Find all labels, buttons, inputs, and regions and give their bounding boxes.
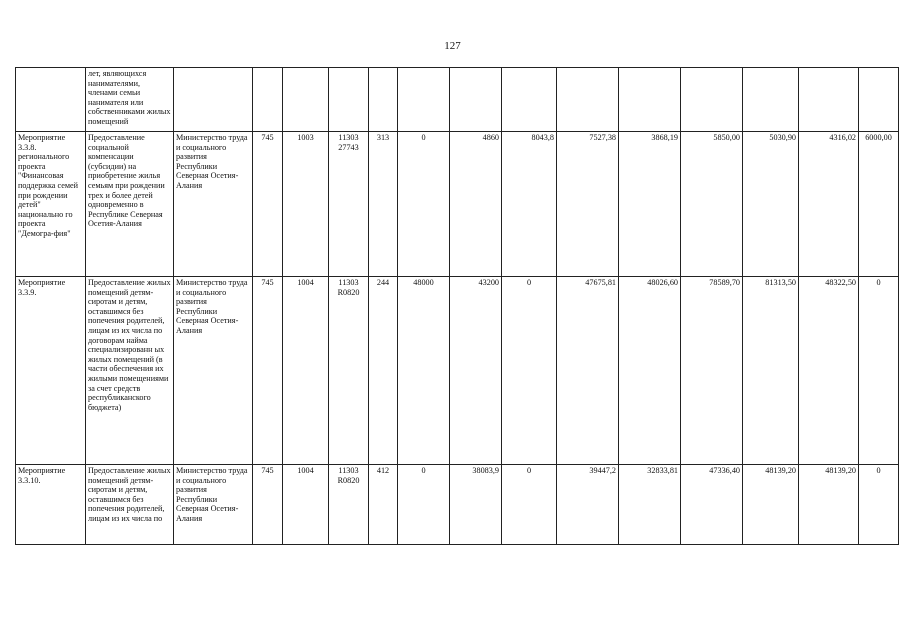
value-cell: 0: [398, 465, 450, 545]
code-grbs: 745: [253, 132, 283, 277]
value-cell: 78589,70: [681, 277, 743, 465]
budget-table: [15, 67, 899, 545]
measure-description: Предоставление жилых помещений детям-сиротам и детям, оставшимся без попечения родителей, лицам из их числа по договорам найма специализированн ых жилых помещений (в части обеспечения их жилыми помещениями за счет средств республиканского бюджета): [86, 277, 174, 465]
code-vr: 244: [369, 277, 398, 465]
value-cell: 48322,50: [799, 277, 859, 465]
code-csr: 11303 27743: [329, 132, 369, 277]
table-row: [16, 465, 899, 545]
value-cell: 48139,20: [799, 465, 859, 545]
value-cell: [859, 68, 899, 132]
value-cell: [799, 68, 859, 132]
code-rzpr: 1004: [283, 277, 329, 465]
value-cell: 0: [502, 277, 557, 465]
value-cell: 0: [859, 465, 899, 545]
value-cell: [398, 68, 450, 132]
code-rzpr: [283, 68, 329, 132]
code-rzpr: 1004: [283, 465, 329, 545]
value-cell: 4316,02: [799, 132, 859, 277]
code-csr: [329, 68, 369, 132]
value-cell: 38083,9: [450, 465, 502, 545]
value-cell: 0: [859, 277, 899, 465]
code-rzpr: 1003: [283, 132, 329, 277]
value-cell: 7527,38: [557, 132, 619, 277]
value-cell: [619, 68, 681, 132]
executor: Министерство труда и социального развития Республики Северная Осетия-Алания: [174, 277, 253, 465]
value-cell: 39447,2: [557, 465, 619, 545]
measure-name: Мероприятие 3.3.8. регионального проекта "Финансовая поддержка семей при рождении детей" национально го проекта "Демогра-фия": [16, 132, 86, 277]
code-vr: [369, 68, 398, 132]
value-cell: 47336,40: [681, 465, 743, 545]
value-cell: 8043,8: [502, 132, 557, 277]
value-cell: 6000,00: [859, 132, 899, 277]
value-cell: 0: [502, 465, 557, 545]
value-cell: [681, 68, 743, 132]
value-cell: 32833,81: [619, 465, 681, 545]
table-row: [16, 277, 899, 465]
code-grbs: [253, 68, 283, 132]
code-csr: 11303 R0820: [329, 277, 369, 465]
code-vr: 313: [369, 132, 398, 277]
table-row: [16, 68, 899, 132]
value-cell: [557, 68, 619, 132]
executor: Министерство труда и социального развития Республики Северная Осетия-Алания: [174, 132, 253, 277]
value-cell: 48000: [398, 277, 450, 465]
value-cell: [743, 68, 799, 132]
value-cell: 48139,20: [743, 465, 799, 545]
measure-name: Мероприятие 3.3.10.: [16, 465, 86, 545]
value-cell: 81313,50: [743, 277, 799, 465]
measure-description: лет, являющихся нанимателями, членами семьи нанимателя или собственниками жилых помещений: [86, 68, 174, 132]
value-cell: 5030,90: [743, 132, 799, 277]
code-grbs: 745: [253, 277, 283, 465]
measure-name: Мероприятие 3.3.9.: [16, 277, 86, 465]
measure-description: Предоставление социальной компенсации (субсидии) на приобретение жилья семьям при рождении трех и более детей одновременно в Республике Северная Осетия-Алания: [86, 132, 174, 277]
value-cell: 5850,00: [681, 132, 743, 277]
value-cell: [502, 68, 557, 132]
executor: Министерство труда и социального развития Республики Северная Осетия-Алания: [174, 465, 253, 545]
value-cell: 3868,19: [619, 132, 681, 277]
code-grbs: 745: [253, 465, 283, 545]
page-number: 127: [444, 40, 461, 52]
value-cell: 48026,60: [619, 277, 681, 465]
value-cell: 0: [398, 132, 450, 277]
measure-description: Предоставление жилых помещений детям-сиротам и детям, оставшимся без попечения родителей, лицам из их числа по: [86, 465, 174, 545]
code-csr: 11303 R0820: [329, 465, 369, 545]
executor: [174, 68, 253, 132]
table-row: [16, 132, 899, 277]
code-vr: 412: [369, 465, 398, 545]
value-cell: 47675,81: [557, 277, 619, 465]
value-cell: [450, 68, 502, 132]
value-cell: 43200: [450, 277, 502, 465]
measure-name: [16, 68, 86, 132]
value-cell: 4860: [450, 132, 502, 277]
